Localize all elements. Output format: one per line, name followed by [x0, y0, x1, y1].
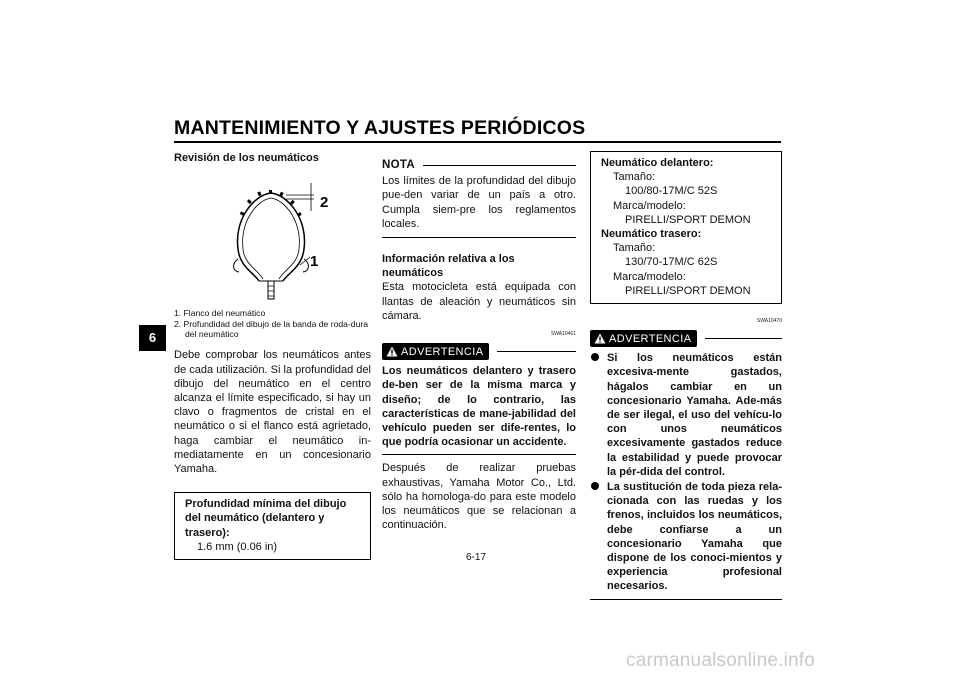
warning-bullet-item: [590, 480, 782, 594]
tire-check-paragraph: Debe comprobar los neumáticos antes de cada utilización. Si la profundidad del dibujo del neumático en el centro alcanza el límite especificado, si hay un clavo o fragmentos de cristal en el neumático o si el flanco está agrietado, haga cambiar el neumático in-mediatamente en un concesionario Yamaha.: [174, 349, 371, 476]
column-1: [174, 151, 371, 560]
front-size-value: 100/80-17M/C 52S: [625, 185, 718, 198]
spec-box-value: 1.6 mm (0.06 in): [197, 540, 278, 553]
note-text: Los límites de la profundidad del dibujo pue-den variar de un país a otro. Cumpla siem-pre los reglamentos locales.: [382, 175, 576, 230]
warning-triangle-icon: [386, 346, 398, 357]
warning-bullet-item: [590, 351, 782, 479]
rear-size-value: 130/70-17M/C 62S: [625, 256, 718, 269]
front-brand-label: Marca/modelo:: [613, 199, 686, 212]
warning-triangle-icon: [594, 333, 606, 344]
rear-tire-title: Neumático trasero:: [601, 228, 702, 241]
note-end-rule: [382, 237, 576, 238]
callout-2: 2: [320, 194, 329, 212]
tire-info-text: Esta motocicleta está equipada con llantas de aleación y neumáticos sin cámara.: [382, 281, 576, 322]
watermark: carmanualsonline.info: [626, 650, 816, 671]
chapter-tab[interactable]: 6: [139, 325, 166, 351]
section-heading-tire-info: Información relativa a los neumáticos: [382, 253, 515, 280]
front-tire-title: Neumático delantero:: [601, 157, 714, 169]
bullet-icon: [591, 482, 599, 490]
bullet-icon: [591, 353, 599, 361]
tread-depth-spec-box: [174, 492, 371, 560]
warning-end-rule: [382, 454, 576, 455]
note-rule: [423, 165, 576, 166]
rear-brand-label: Marca/modelo:: [613, 270, 686, 283]
warning-text: Los neumáticos delantero y trasero de-ben ser de la misma marca y diseño; de lo contrario, las características de mane-jabilidad del vehículo pueden ser dife-rentes, lo que podría ocasionar un accidente.: [382, 365, 576, 449]
warning-label: ADVERTENCIA: [401, 345, 484, 358]
figure-captions: [174, 308, 371, 339]
homologation-text: Después de realizar pruebas exhaustivas, Yamaha Motor Co., Ltd. sólo ha homologa-do para este modelo los neumáticos que se relacionan a continuación.: [382, 462, 576, 532]
warning-code: SWA10461: [550, 331, 576, 338]
front-brand-value: PIRELLI/SPORT DEMON: [625, 213, 751, 226]
warning-header: [590, 330, 782, 347]
header-rule: [174, 141, 781, 143]
front-size-label: Tamaño:: [613, 171, 656, 184]
caption-item: 1. Flanco del neumático: [174, 308, 266, 319]
section-heading-tire-check: Revisión de los neumáticos: [174, 152, 319, 164]
warning-label: ADVERTENCIA: [609, 332, 692, 345]
rear-size-label: Tamaño:: [613, 242, 656, 255]
note-label: NOTA: [382, 159, 415, 171]
warning-code: SWA10470: [756, 318, 782, 325]
tire-figure: [174, 169, 371, 304]
warning-bullet-text: Si los neumáticos están excesiva-mente gastados, hágalos cambiar en un concesionario Yamaha. Ade-más de ser ilegal, el uso del vehícu-lo con unos neumáticos excesivamente gastados reduce la estabilidad y puede provocar la pér-dida del control.: [607, 352, 782, 478]
page-number: 6-17: [466, 552, 487, 563]
warning-badge: [590, 330, 697, 347]
note-header: [382, 158, 576, 172]
warning-end-rule: [590, 599, 782, 600]
page-title: MANTENIMIENTO Y AJUSTES PERIÓDICOS: [174, 117, 586, 139]
column-3: [590, 151, 782, 600]
warning-bullet-list: [590, 351, 782, 593]
column-2: [382, 158, 576, 532]
warning-header: [382, 343, 576, 360]
warning-rule: [705, 338, 782, 339]
warning-bullet-text: La sustitución de toda pieza rela-cionada con las ruedas y los frenos, incluidos los neumáticos, debe confiarse a un concesionario Yamaha que dispone de los conoci-mientos y experiencia profesional necesarios.: [607, 481, 782, 593]
spec-box-title: Profundidad mínima del dibujo del neumático (delantero y trasero):: [185, 498, 347, 539]
rear-brand-value: PIRELLI/SPORT DEMON: [625, 284, 751, 297]
warning-badge: [382, 343, 489, 360]
caption-item: 2. Profundidad del dibujo de la banda de roda-dura del neumático: [174, 318, 368, 340]
callout-1: 1: [310, 253, 319, 271]
warning-rule: [497, 351, 576, 352]
tire-cross-section-illustration: [174, 169, 371, 304]
tire-spec-box: [590, 151, 782, 304]
